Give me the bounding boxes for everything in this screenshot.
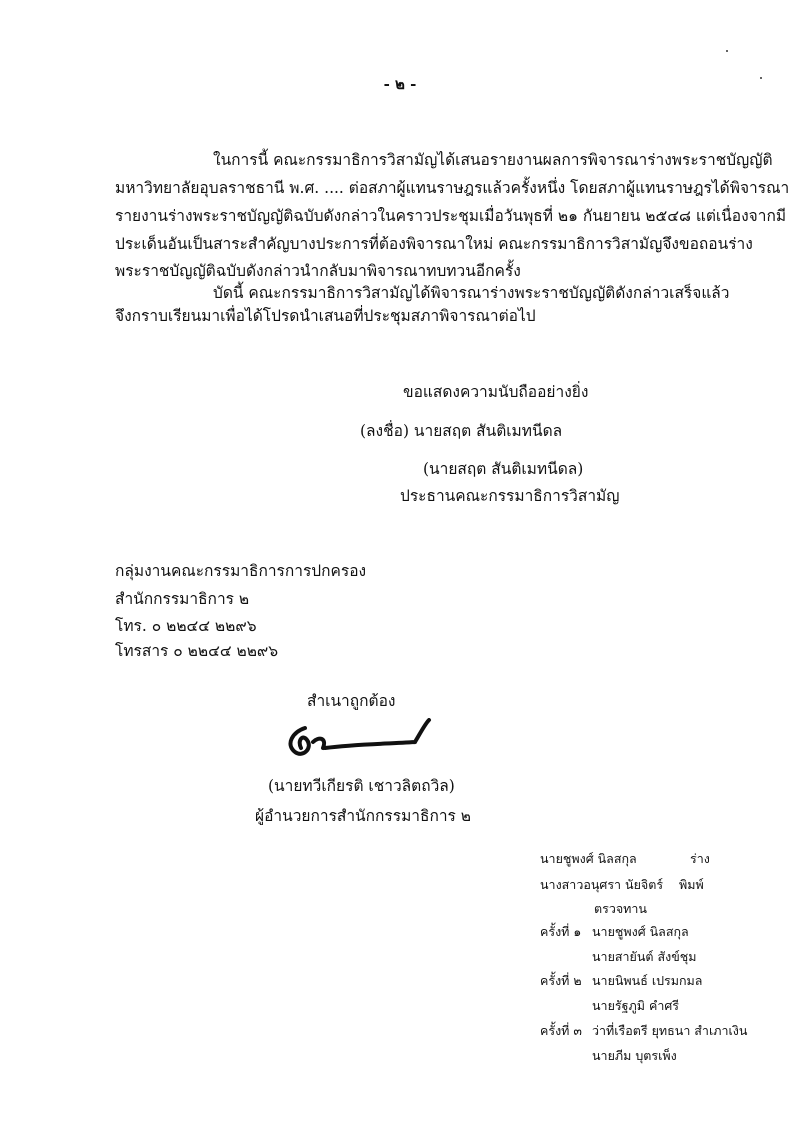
scan-speck <box>726 50 728 52</box>
para2-line2: จึงกราบเรียนมาเพื่อได้โปรดนำเสนอที่ประชุมสภาพิจารณาต่อไป <box>115 307 536 325</box>
page-number: - ๒ - <box>383 75 417 93</box>
handwritten-signature <box>275 718 435 768</box>
para1-line1: ในการนี้ คณะกรรมาธิการวิสามัญได้เสนอรายงานผลการพิจารณาร่างพระราชบัญญัติ <box>213 151 773 169</box>
contact-unit: กลุ่มงานคณะกรรมาธิการการปกครอง <box>115 562 367 580</box>
note-round1-b: นายสายันต์ สังข์ชุม <box>592 949 697 964</box>
note-drafter-name: นายชูพงศ์ นิลสกุล <box>540 851 637 866</box>
note-round1-a: นายชูพงศ์ นิลสกุล <box>592 924 689 939</box>
contact-fax: โทรสาร ๐ ๒๒๔๔ ๒๒๙๖ <box>115 642 279 660</box>
note-drafter-role: ร่าง <box>690 851 710 866</box>
para1-line5: พระราชบัญญัติฉบับดังกล่าวนำกลับมาพิจารณาทบทวนอีกครั้ง <box>115 262 521 280</box>
certified-label: สำเนาถูกต้อง <box>307 692 396 710</box>
para1-line3: รายงานร่างพระราชบัญญัติฉบับดังกล่าวในคราวประชุมเมื่อวันพุธที่ ๒๑ กันยายน ๒๕๔๘ แต่เนื่องจากมี <box>115 207 787 225</box>
certified-title: ผู้อำนวยการสำนักกรรมาธิการ ๒ <box>255 807 472 825</box>
note-round2-b: นายรัฐภูมิ คำศรี <box>592 998 679 1013</box>
note-round3-a: ว่าที่เรือตรี ยุทธนา สำเภาเงิน <box>592 1023 748 1038</box>
note-round2-a: นายนิพนธ์ เปรมกมล <box>592 973 703 988</box>
para2-line1: บัดนี้ คณะกรรมาธิการวิสามัญได้พิจารณาร่างพระราชบัญญัติดังกล่าวเสร็จแล้ว <box>213 284 730 302</box>
note-round3-label: ครั้งที่ ๓ <box>540 1023 582 1038</box>
note-typist-role: พิมพ์ <box>679 877 704 892</box>
para1-line4: ประเด็นอันเป็นสาระสำคัญบางประการที่ต้องพิจารณาใหม่ คณะกรรมาธิการวิสามัญจึงขอถอนร่าง <box>115 235 753 253</box>
closing-signed: (ลงชื่อ) นายสฤต สันติเมทนีดล <box>360 422 563 440</box>
note-round2-label: ครั้งที่ ๒ <box>540 973 582 988</box>
note-typist-name: นางสาวอนุศรา นัยจิตร์ <box>540 877 664 892</box>
closing-regards: ขอแสดงความนับถืออย่างยิ่ง <box>403 383 589 401</box>
closing-name: (นายสฤต สันติเมทนีดล) <box>423 460 584 478</box>
certified-name: (นายทวีเกียรติ เชาวลิตถวิล) <box>268 777 455 795</box>
closing-title: ประธานคณะกรรมาธิการวิสามัญ <box>400 487 620 505</box>
note-check-label: ตรวจทาน <box>594 901 647 916</box>
scan-speck <box>760 77 762 79</box>
note-round3-b: นายภีม บุตรเพ็ง <box>592 1048 677 1063</box>
para1-line2: มหาวิทยาลัยอุบลราชธานี พ.ศ. .... ต่อสภาผู้แทนราษฎรแล้วครั้งหนึ่ง โดยสภาผู้แทนราษฎรได้พิจารณา <box>115 179 790 197</box>
note-round1-label: ครั้งที่ ๑ <box>540 924 582 939</box>
contact-phone: โทร. ๐ ๒๒๔๔ ๒๒๙๖ <box>115 617 257 635</box>
contact-office: สำนักกรรมาธิการ ๒ <box>115 590 250 608</box>
